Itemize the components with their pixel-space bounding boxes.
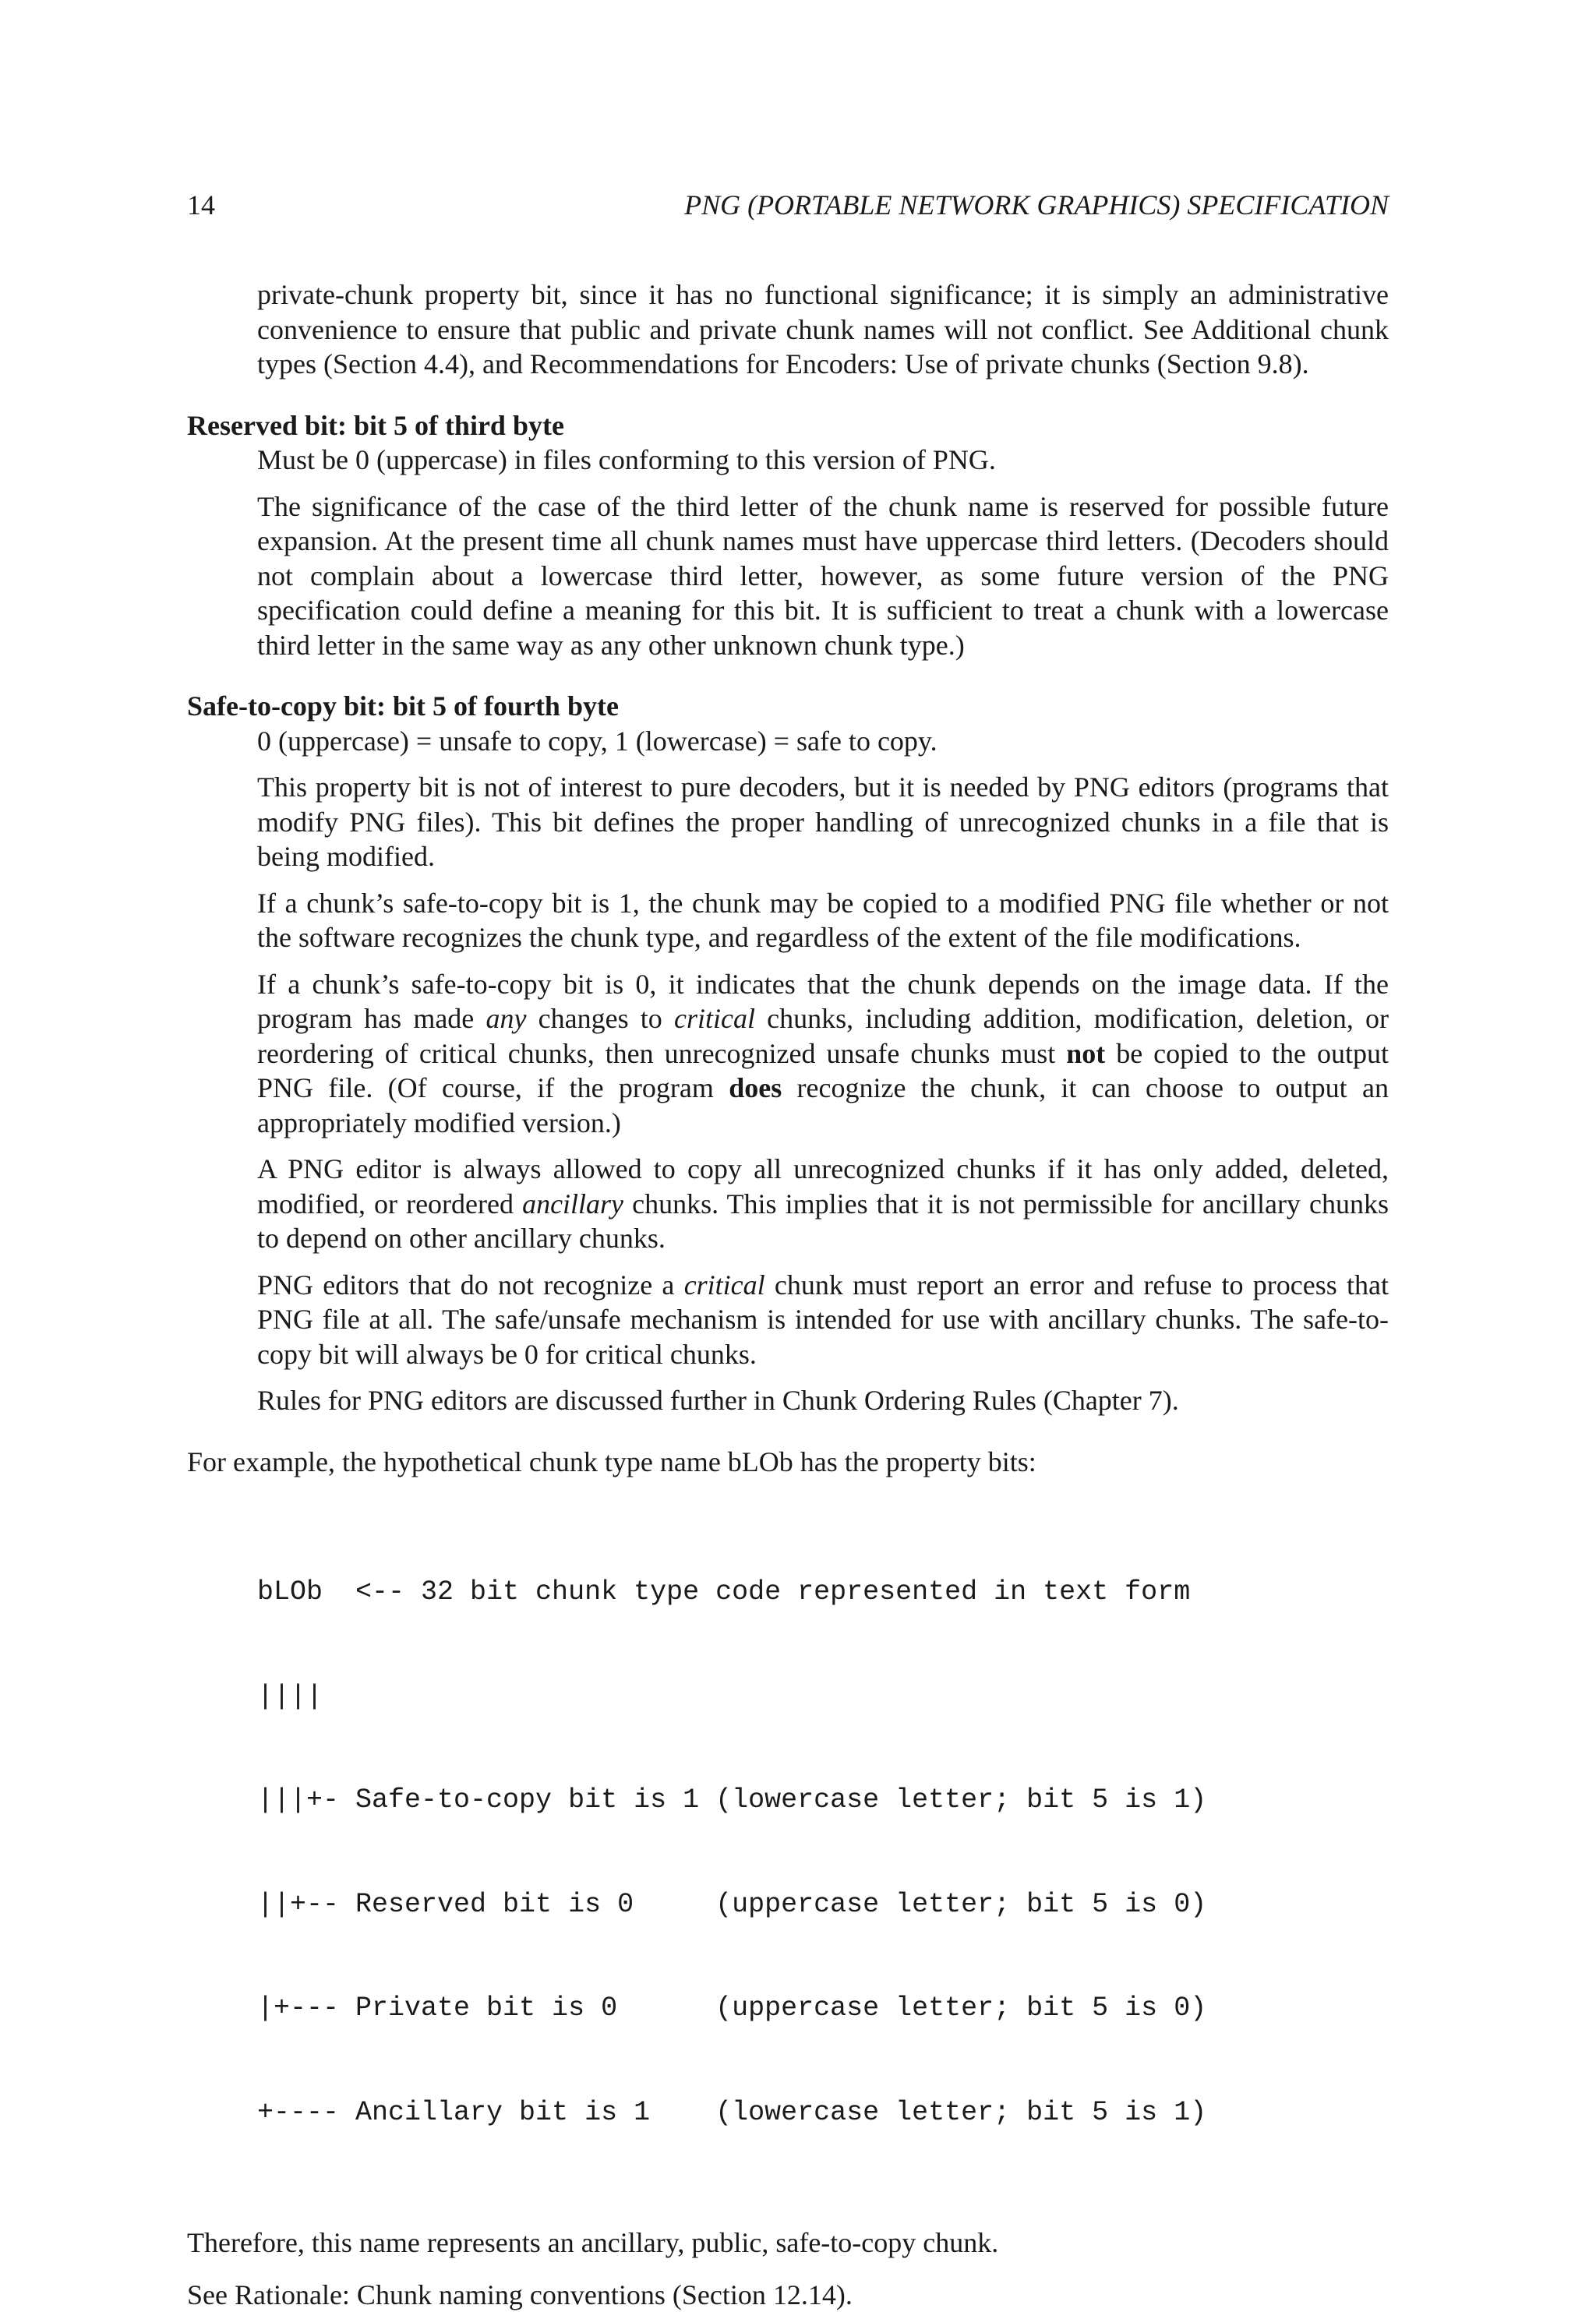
page-body [187,277,1389,2312]
safe-to-copy-paragraph-2: If a chunk’s safe-to-copy bit is 1, the chunk may be copied to a modified PNG file whether or not the software recognizes the chunk type, and regardless of the extent of the file modifications. [257,886,1389,955]
example-conclusion: Therefore, this name represents an ancillary, public, safe-to-copy chunk. [187,2226,1389,2261]
see-also-reference: See Rationale: Chunk naming conventions (Section 12.14). [187,2278,1389,2312]
page-number: 14 [187,185,215,224]
p4-text-1: A PNG editor is always allowed to copy all unrecognized chunks if it has only added, deleted, modified, or reordered [257,1153,1389,1220]
example-lead: For example, the hypothetical chunk type name bLOb has the property bits: [187,1445,1389,1480]
reserved-bit-term: Reserved bit: bit 5 of third byte [187,408,1389,443]
p5-text-2: chunk must report an error and refuse to process that PNG file at all. The safe/unsafe mechanism is intended for use with ancillary chunks. The safe-to-copy bit will always be 0 for critical chunks. [257,1269,1389,1370]
property-bits-code-block [257,1505,1389,2199]
p5-emphasis-critical: critical [684,1269,765,1301]
p3-text-4: be copied to the output PNG file. (Of course, if the program [257,1038,1389,1104]
page-header [187,185,1389,224]
p3-text-1: If a chunk’s safe-to-copy bit is 0, it indicates that the chunk depends on the image data. If the program has made [257,969,1389,1035]
code-line: |||| [257,1679,1389,1714]
intro-paragraph: private-chunk property bit, since it has no functional significance; it is simply an administrative convenience to ensure that public and private chunk names will not conflict. See Additional chunk types (Section 4.4), and Recommendations for Encoders: Use of private chunks (Section 9.8). [257,277,1389,382]
code-line: |+--- Private bit is 0 (uppercase letter; bit 5 is 0) [257,1991,1389,2026]
p3-strong-does: does [729,1072,782,1103]
p4-text-2: chunks. This implies that it is not permissible for ancillary chunks to depend on other ancillary chunks. [257,1188,1389,1255]
p3-text-2: changes to [526,1003,674,1034]
p5-text-1: PNG editors that do not recognize a [257,1269,684,1301]
reserved-bit-paragraph: The significance of the case of the third letter of the chunk name is reserved for possible future expansion. At the present time all chunk names must have uppercase third letters. (Decoders should not complain about a lowercase third letter, however, as some future version of the PNG specification could define a meaning for this bit. It is sufficient to treat a chunk with a lowercase third letter in the same way as any other unknown chunk type.) [257,489,1389,663]
code-line: +---- Ancillary bit is 1 (lowercase letter; bit 5 is 1) [257,2095,1389,2130]
safe-to-copy-paragraph-1: This property bit is not of interest to pure decoders, but it is needed by PNG editors (programs that modify PNG files). This bit defines the proper handling of unrecognized chunks in a file that is being modified. [257,770,1389,874]
p3-text-3: chunks, including addition, modification, deletion, or reordering of critical chunks, then unrecognized unsafe chunks must [257,1003,1389,1069]
code-line: ||+-- Reserved bit is 0 (uppercase letter; bit 5 is 0) [257,1887,1389,1922]
safe-to-copy-paragraph-5 [257,1268,1389,1372]
p3-emphasis-any: any [486,1003,526,1034]
reserved-bit-definition: Must be 0 (uppercase) in files conforming to this version of PNG. [257,443,1389,478]
running-title: PNG (PORTABLE NETWORK GRAPHICS) SPECIFICATION [684,185,1389,224]
safe-to-copy-definition: 0 (uppercase) = unsafe to copy, 1 (lowercase) = safe to copy. [257,724,1389,759]
p3-text-5: recognize the chunk, it can choose to output an appropriately modified version.) [257,1072,1389,1138]
code-line: bLOb <-- 32 bit chunk type code represented in text form [257,1575,1389,1610]
p4-emphasis-ancillary: ancillary [522,1188,623,1220]
safe-to-copy-paragraph-4 [257,1152,1389,1256]
p3-strong-not: not [1066,1038,1105,1069]
safe-to-copy-paragraph-6: Rules for PNG editors are discussed further in Chunk Ordering Rules (Chapter 7). [257,1383,1389,1418]
safe-to-copy-bit-term: Safe-to-copy bit: bit 5 of fourth byte [187,689,1389,724]
safe-to-copy-paragraph-3 [257,967,1389,1141]
p3-emphasis-critical: critical [674,1003,755,1034]
code-line: |||+- Safe-to-copy bit is 1 (lowercase letter; bit 5 is 1) [257,1783,1389,1818]
